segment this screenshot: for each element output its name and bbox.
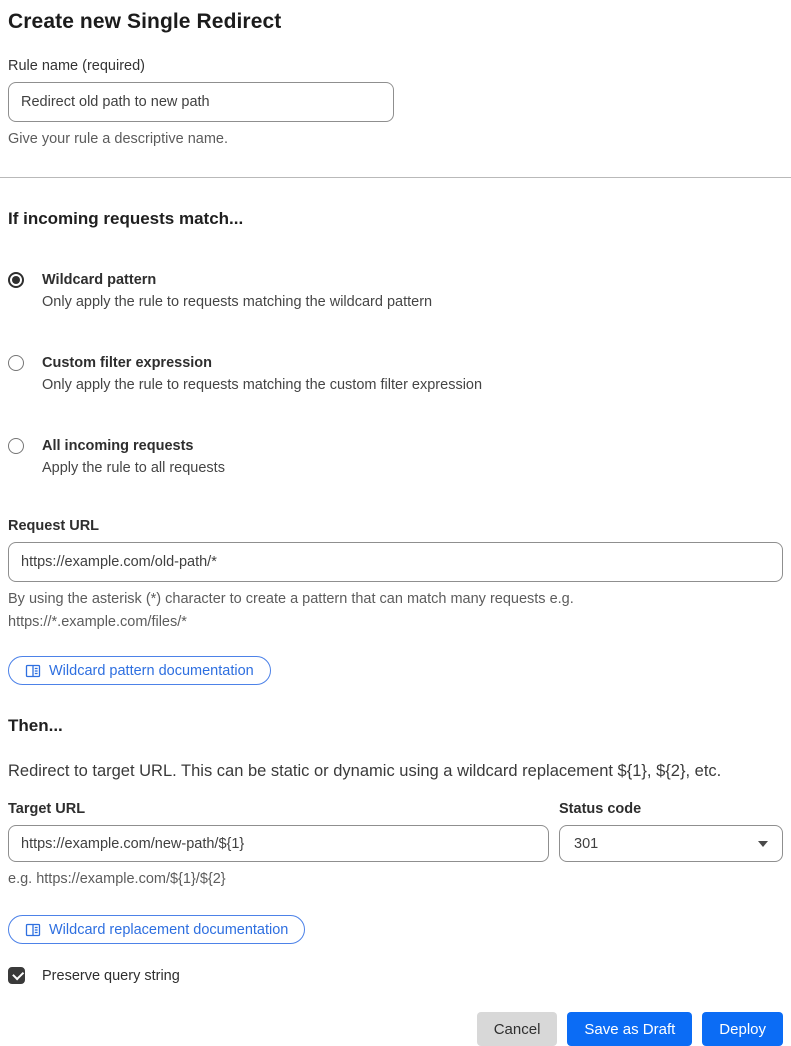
rule-name-label: Rule name (required) [8, 58, 146, 74]
radio-button-icon[interactable] [8, 272, 24, 288]
target-url-label: Target URL [8, 801, 86, 817]
preserve-query-string-row[interactable] [8, 967, 783, 984]
checkbox-icon[interactable] [8, 967, 25, 984]
request-url-helper [8, 588, 783, 634]
doc-button-label: Wildcard replacement documentation [49, 921, 289, 938]
open-book-icon [25, 922, 41, 938]
form-actions [8, 1012, 783, 1046]
radio-description: Only apply the rule to requests matching the custom filter expression [42, 377, 483, 393]
radio-label: All incoming requests [42, 438, 194, 454]
then-section-heading: Then... [8, 716, 63, 735]
wildcard-replacement-documentation-button[interactable] [8, 915, 305, 944]
radio-description: Apply the rule to all requests [42, 460, 225, 476]
request-url-helper-line2: https://*.example.com/files/* [8, 614, 187, 630]
radio-option-custom-filter-expression[interactable] [8, 352, 783, 397]
radio-option-all-incoming-requests[interactable] [8, 435, 783, 480]
radio-label: Wildcard pattern [42, 272, 157, 288]
radio-button-icon[interactable] [8, 355, 24, 371]
section-divider [0, 177, 791, 178]
doc-button-label: Wildcard pattern documentation [49, 662, 254, 679]
target-url-input[interactable] [8, 825, 549, 862]
wildcard-pattern-documentation-button[interactable] [8, 656, 271, 685]
match-type-radio-group [8, 269, 783, 480]
match-section-heading: If incoming requests match... [8, 209, 244, 228]
request-url-input[interactable] [8, 542, 783, 582]
chevron-down-icon [758, 841, 768, 847]
page-title: Create new Single Redirect [8, 10, 282, 33]
radio-button-icon[interactable] [8, 438, 24, 454]
request-url-helper-line1: By using the asterisk (*) character to create a pattern that can match many requests e.g. [8, 591, 574, 607]
save-as-draft-button[interactable]: Save as Draft [567, 1012, 692, 1046]
rule-name-helper: Give your rule a descriptive name. [8, 131, 229, 147]
status-code-label: Status code [559, 801, 642, 817]
then-description: Redirect to target URL. This can be static or dynamic using a wildcard replacement ${1}, ${2}, etc. [8, 762, 722, 780]
status-code-value: 301 [574, 835, 599, 852]
cancel-button[interactable]: Cancel [477, 1012, 558, 1046]
open-book-icon [25, 663, 41, 679]
status-code-select[interactable] [559, 825, 783, 862]
request-url-label: Request URL [8, 518, 100, 534]
preserve-query-string-label: Preserve query string [42, 967, 180, 984]
radio-description: Only apply the rule to requests matching the wildcard pattern [42, 294, 433, 310]
target-url-helper: e.g. https://example.com/${1}/${2} [8, 871, 226, 887]
rule-name-input[interactable] [8, 82, 394, 122]
deploy-button[interactable]: Deploy [702, 1012, 783, 1046]
radio-label: Custom filter expression [42, 355, 213, 371]
radio-option-wildcard-pattern[interactable] [8, 269, 783, 314]
